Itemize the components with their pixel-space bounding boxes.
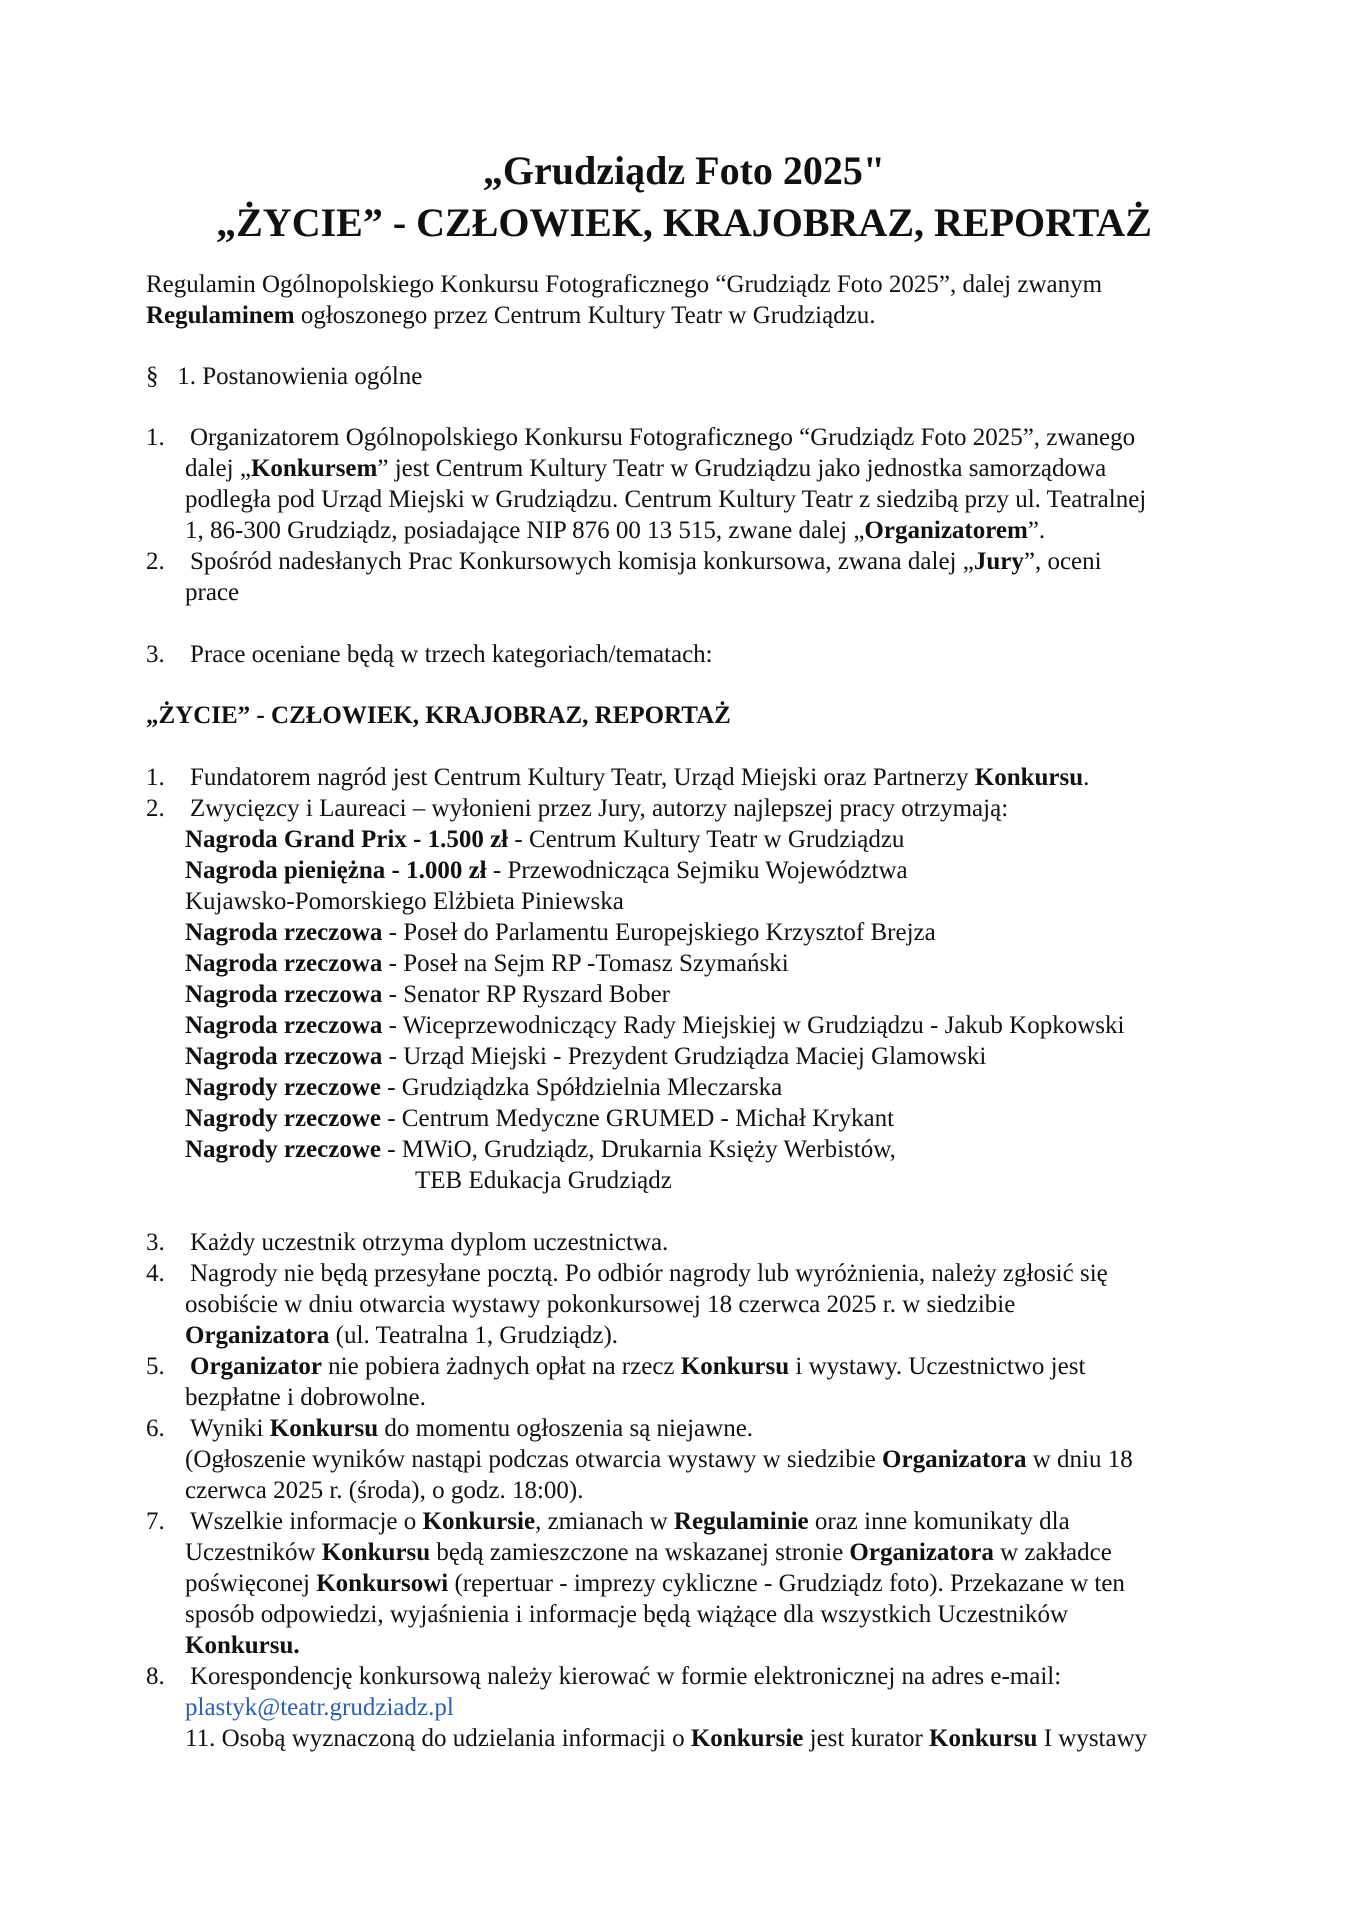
prize-line [185, 980, 670, 1010]
prize-line [185, 1011, 1124, 1041]
bold-term: Konkursie [422, 1508, 536, 1535]
item-number: 1. [146, 424, 165, 451]
q3-line: Każdy uczestnik otrzyma dyplom uczestnictwa. [190, 1229, 669, 1256]
prize-sponsor: - MWiO, Grudziądz, Drukarnia Księży Werbistów, [380, 1136, 896, 1163]
prize-sponsor: - Centrum Medyczne GRUMED - Michał Krykant [380, 1105, 895, 1132]
bold-term: Konkursu. [185, 1632, 300, 1659]
document-title: „Grudziądz Foto 2025" [482, 148, 886, 193]
item-number: 3. [146, 641, 165, 668]
text: Fundatorem nagród jest Centrum Kultury Teatr, Urząd Miejski oraz Partnerzy [190, 764, 975, 791]
bold-term: Organizatorem [864, 517, 1028, 544]
bold-term: Regulaminem [146, 302, 295, 329]
q4-line-3 [185, 1321, 618, 1351]
bold-term: Konkursu [680, 1353, 790, 1380]
q7-line-2 [185, 1538, 1112, 1568]
prize-name: Nagroda rzeczowa [185, 919, 383, 946]
text: 11. Osobą wyznaczoną do udzielania informacji o [185, 1725, 691, 1752]
prize-name: Nagroda rzeczowa [185, 950, 383, 977]
q4-line-2: osobiście w dniu otwarcia wystawy pokonkursowej 18 czerwca 2025 r. w siedzibie [185, 1291, 1016, 1318]
text: w dniu 18 [1026, 1446, 1133, 1473]
prize-line [185, 1135, 896, 1165]
bold-term: Regulaminie [673, 1508, 809, 1535]
text: będą zamieszczone na wskazanej stronie [430, 1539, 850, 1566]
p1-line-2 [185, 454, 1106, 484]
item-number: 4. [146, 1260, 165, 1287]
bold-term: Konkursowi [316, 1570, 449, 1597]
bold-term: Konkursu [929, 1725, 1038, 1752]
text: w zakładce [993, 1539, 1112, 1566]
text: , zmianach w [535, 1508, 674, 1535]
item-number: 1. [146, 764, 165, 791]
prize-line [185, 1042, 986, 1072]
prize-name: Nagrody rzeczowe [185, 1074, 381, 1101]
section-symbol: § [146, 363, 159, 390]
prize-name: Nagroda pieniężna - 1.000 zł [185, 857, 487, 884]
bold-term: Organizatora [849, 1539, 994, 1566]
prize-sponsor: - Wiceprzewodniczący Rady Miejskiej w Grudziądzu - Jakub Kopkowski [382, 1012, 1125, 1039]
text: Uczestników [185, 1539, 322, 1566]
q8-line-1: Korespondencję konkursową należy kierować w formie elektronicznej na adres e-mail: [190, 1663, 1062, 1690]
bold-term: Organizatora [882, 1446, 1027, 1473]
text: ” jest Centrum Kultury Teatr w Grudziądzu jako jednostka samorządowa [377, 455, 1107, 482]
p1-line-4 [185, 516, 1045, 546]
bold-term: Konkursie [690, 1725, 804, 1752]
section-label: 1. Postanowienia ogólne [177, 363, 423, 390]
text: Spośród nadesłanych Prac Konkursowych komisja konkursowa, zwana dalej „ [190, 548, 974, 575]
prize-sponsor: Kujawsko-Pomorskiego Elżbieta Piniewska [185, 888, 624, 915]
item-number: 2. [146, 795, 165, 822]
prize-line [185, 1073, 782, 1103]
bold-term: Konkursu [974, 764, 1084, 791]
q6-line-3: czerwca 2025 r. (środa), o godz. 18:00). [185, 1477, 584, 1504]
prize-name: Nagroda rzeczowa [185, 981, 383, 1008]
q6-line-1 [190, 1414, 753, 1444]
prize-line [415, 1166, 672, 1196]
text: jest kurator [803, 1725, 930, 1752]
prize-sponsor: - Przewodnicząca Sejmiku Województwa [486, 857, 908, 884]
text: do momentu ogłoszenia są niejawne. [378, 1415, 754, 1442]
p1-line-3: podległa pod Urząd Miejski w Grudziądzu. Centrum Kultury Teatr z siedzibą przy ul. Teatralnej [185, 486, 1147, 513]
p2-line-2: prace [185, 579, 240, 606]
bold-term: Konkursu [321, 1539, 431, 1566]
text: poświęconej [185, 1570, 317, 1597]
text: ”. [1027, 517, 1046, 544]
prize-name: Nagroda rzeczowa [185, 1012, 383, 1039]
q6-line-2 [185, 1445, 1133, 1475]
prize-name: Nagrody rzeczowe [185, 1105, 381, 1132]
text: Wyniki [190, 1415, 270, 1442]
prize-line [185, 856, 908, 886]
prize-name: Nagroda rzeczowa [185, 1043, 383, 1070]
text: . [1083, 764, 1090, 791]
text: i wystawy. Uczestnictwo jest [789, 1353, 1086, 1380]
q7-line-5 [185, 1631, 300, 1661]
text: I wystawy [1037, 1725, 1148, 1752]
text: Wszelkie informacje o [190, 1508, 423, 1535]
q7-line-3 [185, 1569, 1125, 1599]
intro-line-1: Regulamin Ogólnopolskiego Konkursu Fotograficznego “Grudziądz Foto 2025”, dalej zwanym [146, 271, 1103, 298]
text: (ul. Teatralna 1, Grudziądz). [329, 1322, 619, 1349]
text: (Ogłoszenie wyników nastąpi podczas otwarcia wystawy w siedzibie [185, 1446, 883, 1473]
prize-sponsor: - Poseł do Parlamentu Europejskiego Krzysztof Brejza [382, 919, 936, 946]
item-number: 8. [146, 1663, 165, 1690]
bold-term: Organizator [190, 1353, 322, 1380]
q5-line-2: bezpłatne i dobrowolne. [185, 1384, 426, 1411]
prize-name: Nagroda Grand Prix - 1.500 zł [185, 826, 509, 853]
intro-line-2-text: ogłoszonego przez Centrum Kultury Teatr w Grudziądzu. [294, 302, 876, 329]
text: nie pobiera żadnych opłat na rzecz [321, 1353, 681, 1380]
email-link[interactable]: plastyk@teatr.grudziadz.pl [185, 1694, 454, 1721]
q7-line-4: sposób odpowiedzi, wyjaśnienia i informacje będą wiążące dla wszystkich Uczestników [185, 1601, 1069, 1628]
q5-line-1 [190, 1352, 1085, 1382]
bold-term: Konkursem [250, 455, 378, 482]
prize-line [185, 918, 936, 948]
p1-line-1: Organizatorem Ogólnopolskiego Konkursu Fotograficznego “Grudziądz Foto 2025”, zwanego [190, 424, 1136, 451]
prize-line [185, 949, 789, 979]
prize-sponsor: - Centrum Kultury Teatr w Grudziądzu [508, 826, 905, 853]
prize-line [185, 825, 904, 855]
text: oraz inne komunikaty dla [808, 1508, 1070, 1535]
bold-term: Organizatora [185, 1322, 330, 1349]
text: dalej „ [185, 455, 251, 482]
category-heading [146, 701, 731, 731]
text: (repertuar - imprezy cykliczne - Grudziądz foto). Przekazane w ten [448, 1570, 1125, 1597]
prize-sponsor: - Poseł na Sejm RP -Tomasz Szymański [382, 950, 789, 977]
bold-term: Konkursu [269, 1415, 379, 1442]
q11-line [185, 1724, 1147, 1754]
text: 1, 86-300 Grudziądz, posiadające NIP 876 00 13 515, zwane dalej „ [185, 517, 865, 544]
item-number: 7. [146, 1508, 165, 1535]
prize-line [185, 887, 624, 917]
item-number: 3. [146, 1229, 165, 1256]
bold-term: „ŻYCIE” - CZŁOWIEK, KRAJOBRAZ, REPORTAŻ [146, 702, 731, 729]
prize-line [185, 1104, 894, 1134]
p2-line-1 [190, 547, 1102, 577]
document-subtitle: „ŻYCIE” - CZŁOWIEK, KRAJOBRAZ, REPORTAŻ [216, 200, 1152, 245]
p3-line: Prace oceniane będą w trzech kategoriach/tematach: [190, 641, 713, 668]
q7-line-1 [190, 1507, 1070, 1537]
prize-sponsor: - Grudziądzka Spółdzielnia Mleczarska [380, 1074, 783, 1101]
section-heading [146, 362, 422, 392]
item-number: 5. [146, 1353, 165, 1380]
bold-term: Jury [973, 548, 1024, 575]
q1-line [190, 763, 1089, 793]
item-number: 6. [146, 1415, 165, 1442]
intro-line-2 [146, 301, 876, 331]
q2-line: Zwycięzcy i Laureaci – wyłonieni przez Jury, autorzy najlepszej pracy otrzymają: [190, 795, 1009, 822]
prize-name: Nagrody rzeczowe [185, 1136, 381, 1163]
prize-sponsor: - Urząd Miejski - Prezydent Grudziądza Maciej Glamowski [382, 1043, 987, 1070]
text: ”, oceni [1023, 548, 1102, 575]
prize-sponsor: TEB Edukacja Grudziądz [415, 1167, 672, 1194]
item-number: 2. [146, 548, 165, 575]
prize-sponsor: - Senator RP Ryszard Bober [382, 981, 671, 1008]
q4-line-1: Nagrody nie będą przesyłane pocztą. Po odbiór nagrody lub wyróżnienia, należy zgłosić się [190, 1260, 1108, 1287]
